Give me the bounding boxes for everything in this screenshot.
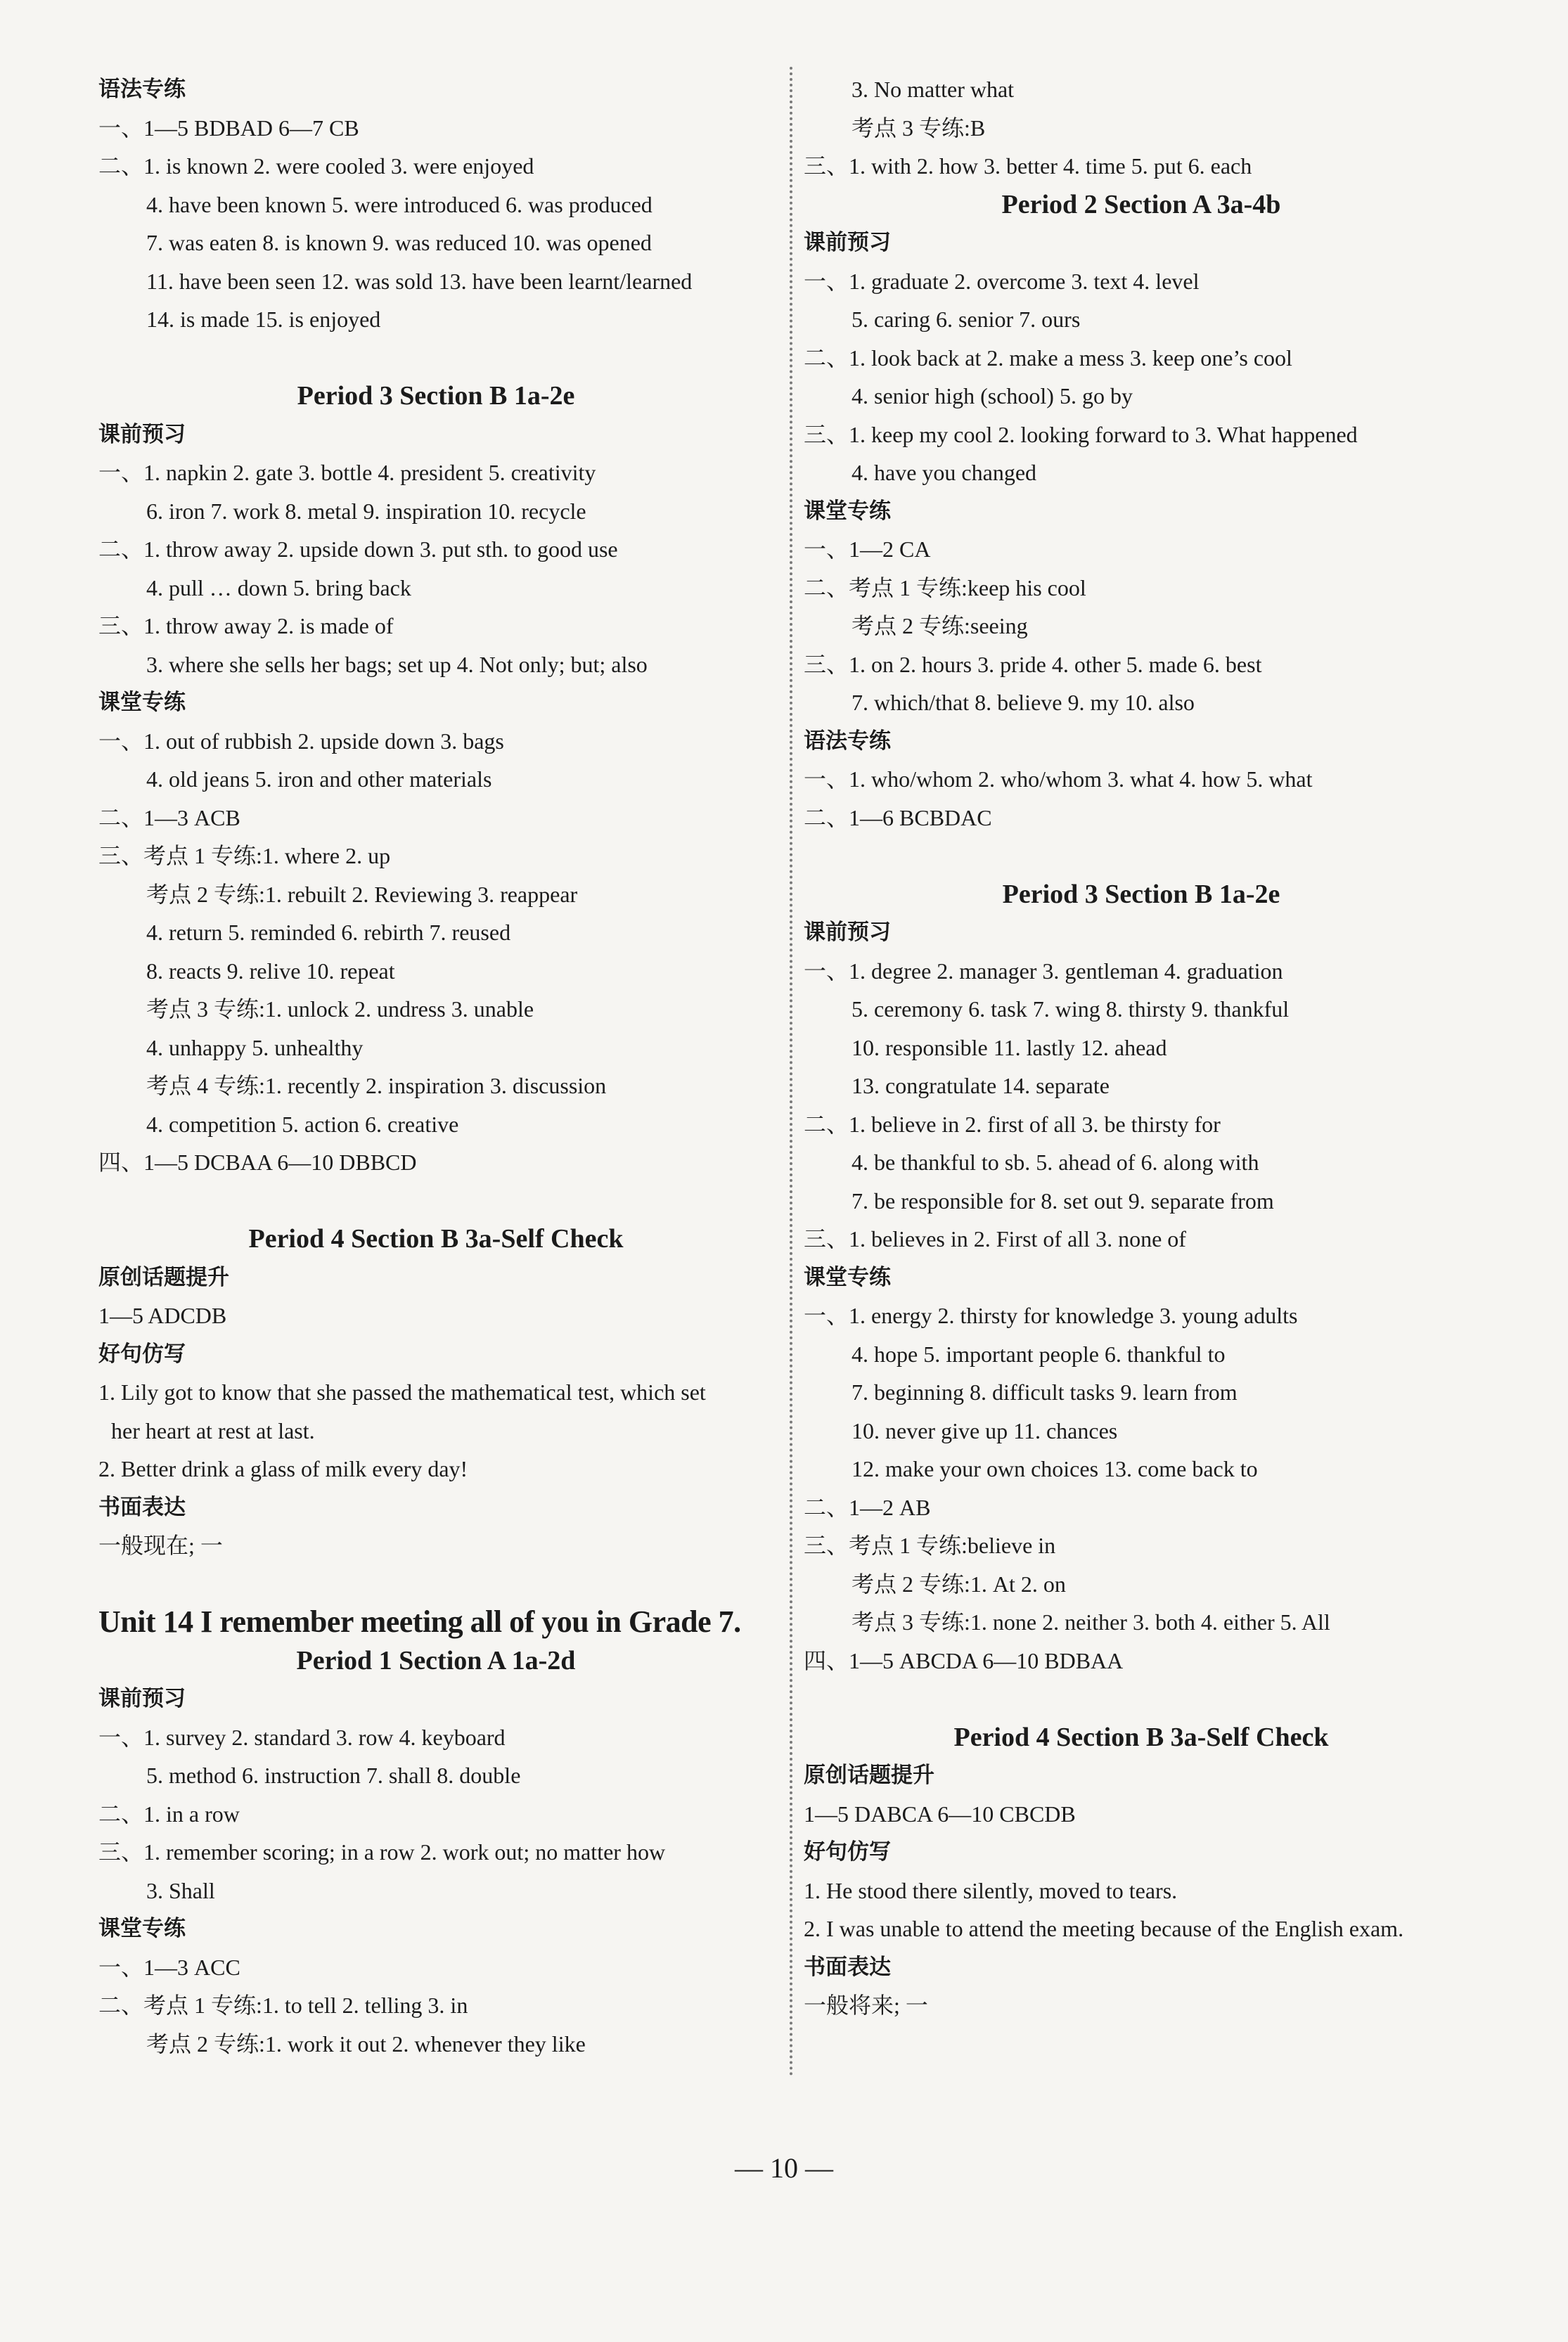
- spacer: [804, 1680, 1479, 1718]
- answer-line: 三、1. remember scoring; in a row 2. work out; no matter how: [98, 1839, 666, 1865]
- answer-line: 考点 2 专练:seeing: [852, 613, 1028, 638]
- answer-line: 三、考点 1 专练:believe in: [804, 1533, 1056, 1558]
- answer-line: 二、1—3 ACB: [98, 804, 240, 830]
- section-label: 原创话题提升: [804, 1763, 934, 1788]
- answer-line: 10. never give up 11. chances: [852, 1417, 1118, 1443]
- right-column: [804, 70, 1479, 2025]
- answer-line: 一般将来; 一: [804, 1993, 928, 2018]
- answer-line: 6. iron 7. work 8. metal 9. inspiration 10. recycle: [146, 498, 586, 524]
- answer-line: 2. Better drink a glass of milk every day!: [98, 1456, 468, 1481]
- answer-line: 4. pull … down 5. bring back: [146, 574, 411, 600]
- answer-line: her heart at rest at last.: [111, 1417, 315, 1443]
- answer-line: 一般现在; 一: [98, 1533, 223, 1558]
- spacer: [98, 339, 773, 378]
- period-heading: Period 2 Section A 3a-4b: [1001, 189, 1281, 219]
- answer-line: 一、1—5 BDBAD 6—7 CB: [98, 115, 359, 141]
- answer-line: 一、1. graduate 2. overcome 3. text 4. level: [804, 268, 1200, 294]
- period-heading: Period 1 Section A 1a-2d: [296, 1645, 576, 1675]
- column-divider: [790, 67, 792, 2078]
- answer-line: 一、1. napkin 2. gate 3. bottle 4. president 5. creativity: [98, 460, 596, 485]
- section-label: 课堂专练: [98, 690, 186, 715]
- spacer: [98, 1182, 773, 1221]
- section-label: 课堂专练: [804, 498, 891, 524]
- answer-line: 1—5 ADCDB: [98, 1303, 227, 1328]
- answer-line: 二、1. throw away 2. upside down 3. put sth. to good use: [98, 536, 618, 562]
- answer-line: 11. have been seen 12. was sold 13. have been learnt/learned: [146, 268, 693, 294]
- answer-line: 二、1. look back at 2. make a mess 3. keep one’s cool: [804, 345, 1292, 371]
- answer-line: 4. have been known 5. were introduced 6. was produced: [146, 191, 653, 217]
- answer-line: 一、1—3 ACC: [98, 1954, 240, 1980]
- answer-line: 一、1. degree 2. manager 3. gentleman 4. graduation: [804, 958, 1283, 984]
- answer-line: 1. Lily got to know that she passed the mathematical test, which set: [98, 1379, 706, 1405]
- period-heading: Period 3 Section B 1a-2e: [1002, 879, 1280, 909]
- answer-line: 四、1—5 ABCDA 6—10 BDBAA: [804, 1647, 1124, 1673]
- answer-line: 二、1—6 BCBDAC: [804, 804, 992, 830]
- answer-line: 3. No matter what: [852, 77, 1015, 102]
- section-label: 课堂专练: [804, 1264, 891, 1290]
- answer-line: 4. return 5. reminded 6. rebirth 7. reused: [146, 920, 511, 945]
- answer-line: 三、1. believes in 2. First of all 3. none of: [804, 1226, 1186, 1252]
- unit-heading: Unit 14 I remember meeting all of you in Grade 7.: [98, 1604, 741, 1639]
- answer-line: 三、1. on 2. hours 3. pride 4. other 5. made 6. best: [804, 651, 1262, 677]
- answer-line: 考点 4 专练:1. recently 2. inspiration 3. discussion: [146, 1073, 607, 1098]
- answer-line: 三、1. with 2. how 3. better 4. time 5. put 6. each: [804, 153, 1252, 179]
- answer-line: 二、1. believe in 2. first of all 3. be thirsty for: [804, 1111, 1221, 1137]
- answer-line: 考点 3 专练:1. none 2. neither 3. both 4. either 5. All: [852, 1609, 1330, 1635]
- answer-line: 1. He stood there silently, moved to tears.: [804, 1877, 1178, 1903]
- answer-line: 四、1—5 DCBAA 6—10 DBBCD: [98, 1150, 417, 1175]
- left-column: [98, 70, 773, 2063]
- answer-line: 三、1. keep my cool 2. looking forward to 3. What happened: [804, 421, 1358, 447]
- answer-line: 4. competition 5. action 6. creative: [146, 1111, 459, 1137]
- spacer: [98, 1565, 773, 1604]
- page-number: — 10 —: [735, 2152, 833, 2184]
- answer-line: 7. was eaten 8. is known 9. was reduced 10. was opened: [146, 230, 652, 255]
- answer-line: 二、考点 1 专练:1. to tell 2. telling 3. in: [98, 1993, 468, 2018]
- period-heading: Period 3 Section B 1a-2e: [297, 381, 575, 411]
- answer-line: 7. beginning 8. difficult tasks 9. learn from: [852, 1379, 1238, 1405]
- answer-line: 三、考点 1 专练:1. where 2. up: [98, 843, 391, 868]
- period-heading: Period 4 Section B 3a-Self Check: [248, 1224, 624, 1254]
- answer-line: 3. Shall: [146, 1877, 215, 1903]
- answer-line: 5. method 6. instruction 7. shall 8. double: [146, 1763, 521, 1788]
- section-label: 课前预习: [98, 421, 186, 447]
- answer-line: 10. responsible 11. lastly 12. ahead: [852, 1034, 1167, 1060]
- answer-line: 5. caring 6. senior 7. ours: [852, 307, 1081, 332]
- section-label: 书面表达: [804, 1954, 891, 1980]
- answer-line: 考点 3 专练:1. unlock 2. undress 3. unable: [146, 996, 534, 1022]
- section-label: 课前预习: [98, 1686, 186, 1711]
- answer-line: 一、1. survey 2. standard 3. row 4. keyboard: [98, 1724, 506, 1750]
- answer-line: 二、1—2 AB: [804, 1494, 931, 1520]
- answer-line: 13. congratulate 14. separate: [852, 1073, 1110, 1098]
- answer-line: 7. be responsible for 8. set out 9. separate from: [852, 1188, 1274, 1214]
- answer-line: 2. I was unable to attend the meeting because of the English exam.: [804, 1916, 1404, 1941]
- answer-line: 考点 3 专练:B: [852, 115, 986, 141]
- answer-line: 14. is made 15. is enjoyed: [146, 307, 381, 332]
- section-label: 语法专练: [804, 728, 891, 754]
- answer-line: 4. be thankful to sb. 5. ahead of 6. along with: [852, 1150, 1259, 1175]
- answer-line: 3. where she sells her bags; set up 4. Not only; but; also: [146, 651, 648, 677]
- answer-line: 一、1. out of rubbish 2. upside down 3. bags: [98, 728, 504, 754]
- period-heading: Period 4 Section B 3a-Self Check: [953, 1722, 1329, 1752]
- answer-line: 1—5 DABCA 6—10 CBCDB: [804, 1801, 1076, 1827]
- section-label: 好句仿写: [804, 1839, 891, 1865]
- spacer: [804, 837, 1479, 875]
- section-label: 原创话题提升: [98, 1264, 229, 1290]
- section-label: 语法专练: [98, 77, 186, 102]
- answer-line: 三、1. throw away 2. is made of: [98, 613, 394, 638]
- answer-line: 二、1. in a row: [98, 1801, 240, 1827]
- answer-line: 5. ceremony 6. task 7. wing 8. thirsty 9. thankful: [852, 996, 1290, 1022]
- answer-line: 一、1. energy 2. thirsty for knowledge 3. young adults: [804, 1303, 1298, 1328]
- answer-line: 考点 2 专练:1. work it out 2. whenever they like: [146, 2031, 586, 2057]
- answer-line: 4. unhappy 5. unhealthy: [146, 1034, 364, 1060]
- answer-line: 8. reacts 9. relive 10. repeat: [146, 958, 395, 984]
- answer-line: 一、1. who/whom 2. who/whom 3. what 4. how 5. what: [804, 766, 1313, 792]
- answer-line: 一、1—2 CA: [804, 536, 931, 562]
- section-label: 书面表达: [98, 1494, 186, 1520]
- answer-line: 4. hope 5. important people 6. thankful to: [852, 1341, 1226, 1367]
- section-label: 课前预习: [804, 230, 891, 255]
- answer-line: 7. which/that 8. believe 9. my 10. also: [852, 690, 1195, 715]
- answer-line: 考点 2 专练:1. rebuilt 2. Reviewing 3. reappear: [146, 881, 578, 907]
- section-label: 课前预习: [804, 920, 891, 945]
- answer-line: 12. make your own choices 13. come back to: [852, 1456, 1258, 1481]
- answer-line: 4. have you changed: [852, 460, 1037, 485]
- answer-line: 4. old jeans 5. iron and other materials: [146, 766, 492, 792]
- answer-line: 二、考点 1 专练:keep his cool: [804, 574, 1086, 600]
- answer-line: 考点 2 专练:1. At 2. on: [852, 1571, 1066, 1597]
- section-label: 课堂专练: [98, 1916, 186, 1941]
- answer-line: 4. senior high (school) 5. go by: [852, 383, 1133, 408]
- section-label: 好句仿写: [98, 1341, 186, 1367]
- answer-line: 二、1. is known 2. were cooled 3. were enjoyed: [98, 153, 534, 179]
